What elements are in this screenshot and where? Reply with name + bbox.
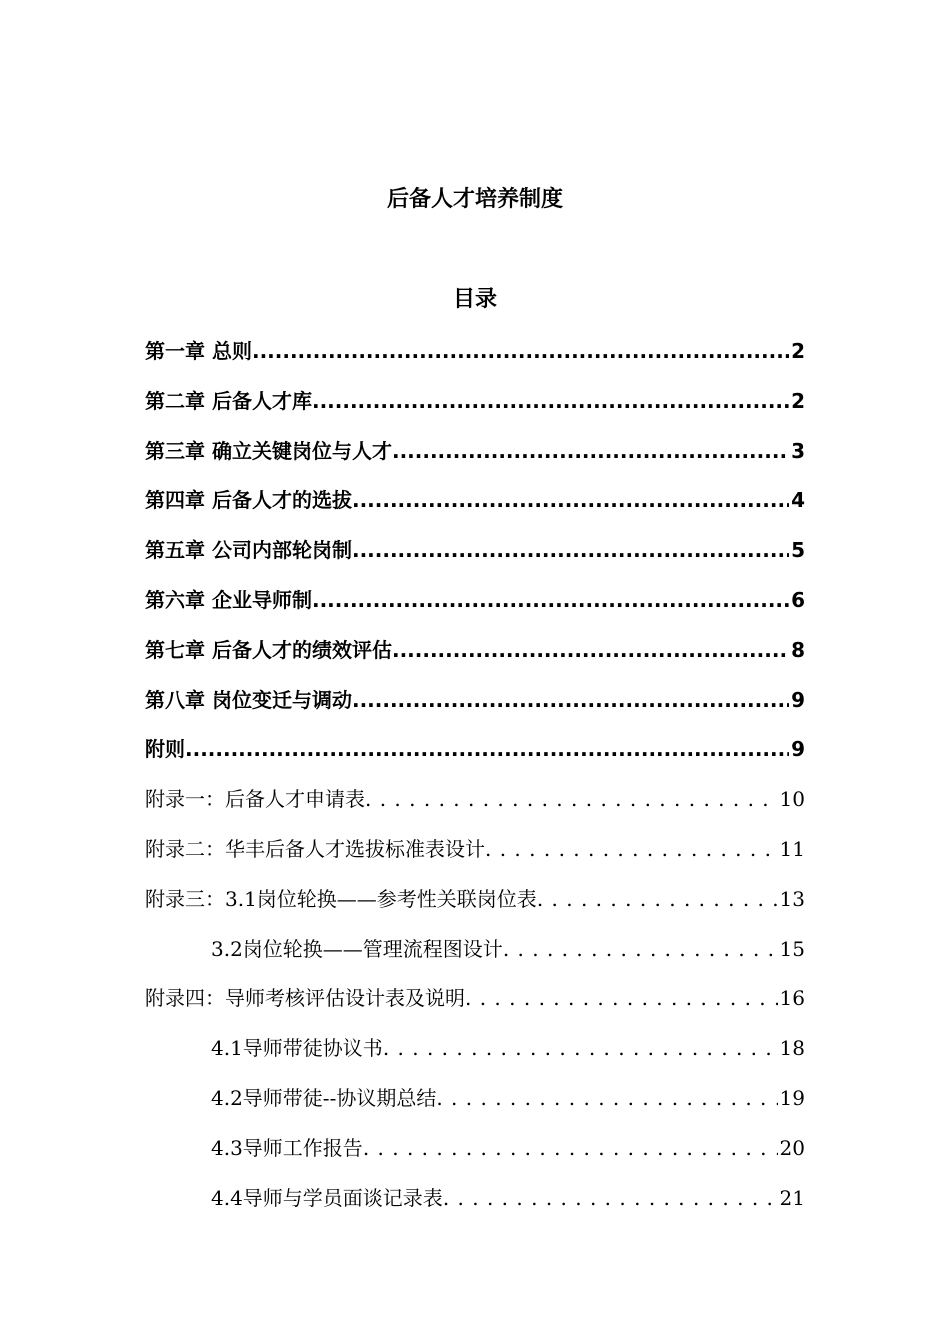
toc-entry-label: 第八章 岗位变迁与调动: [145, 687, 352, 712]
toc-entry[interactable]: [145, 327, 805, 377]
toc-entry-page-number: 2: [791, 339, 805, 363]
toc-entry-page-number: 20: [779, 1135, 805, 1160]
toc-dot-leader: [312, 576, 789, 626]
toc-dot-leader: [485, 825, 778, 875]
toc-dot-leader: [383, 1024, 778, 1074]
toc-dot-leader: [312, 377, 789, 427]
table-of-contents: [145, 327, 805, 1223]
toc-entry[interactable]: [145, 626, 805, 676]
toc-entry-label: 第三章 确立关键岗位与人才: [145, 438, 392, 463]
toc-entry[interactable]: [145, 725, 805, 775]
toc-entry[interactable]: [145, 476, 805, 526]
toc-entry[interactable]: [145, 974, 805, 1024]
toc-entry-label: 4.4导师与学员面谈记录表: [211, 1185, 443, 1210]
toc-entry-page-number: 8: [791, 637, 805, 662]
document-title: 后备人才培养制度: [386, 187, 563, 212]
toc-dot-leader: [537, 875, 778, 925]
toc-dot-leader: [443, 1174, 778, 1224]
toc-entry-page-number: 9: [791, 737, 805, 762]
toc-entry-page-number: 9: [791, 687, 805, 712]
toc-dot-leader: [352, 676, 789, 726]
toc-dot-leader: [185, 725, 789, 775]
toc-entry-page-number: 4: [791, 488, 805, 513]
toc-entry-label: 4.2导师带徒--协议期总结: [211, 1085, 437, 1110]
toc-entry[interactable]: [145, 875, 805, 925]
toc-dot-leader: [365, 775, 778, 825]
toc-entry-page-number: 19: [779, 1085, 805, 1110]
toc-dot-leader: [363, 1124, 778, 1174]
toc-entry-page-number: 11: [779, 836, 805, 861]
toc-entry[interactable]: [145, 1124, 805, 1174]
toc-entry-page-number: 15: [779, 936, 805, 961]
toc-entry-label: 4.3导师工作报告: [211, 1135, 363, 1160]
toc-entry-page-number: 21: [779, 1185, 805, 1210]
toc-entry-page-number: 5: [791, 538, 805, 563]
toc-entry-label: 附录一：后备人才申请表: [145, 787, 365, 812]
toc-entry[interactable]: [145, 576, 805, 626]
toc-entry[interactable]: [145, 1074, 805, 1124]
toc-entry[interactable]: [145, 925, 805, 975]
toc-dot-leader: [503, 925, 778, 975]
toc-entry-page-number: 6: [791, 587, 805, 612]
toc-entry-page-number: 10: [779, 787, 805, 812]
toc-entry-label: 第二章 后备人才库: [145, 388, 312, 413]
toc-entry-label: 附录二：华丰后备人才选拔标准表设计: [145, 836, 485, 861]
toc-entry-label: 附录四：导师考核评估设计表及说明: [145, 986, 465, 1011]
toc-dot-leader: [465, 974, 778, 1024]
toc-entry-label: 第五章 公司内部轮岗制: [145, 538, 352, 563]
toc-entry[interactable]: [145, 526, 805, 576]
toc-entry-label: 第四章 后备人才的选拔: [145, 488, 352, 513]
toc-dot-leader: [252, 327, 789, 377]
toc-entry-label: 附录三：3.1岗位轮换——参考性关联岗位表: [145, 886, 537, 911]
toc-entry[interactable]: [145, 775, 805, 825]
toc-entry-label: 4.1导师带徒协议书: [211, 1036, 383, 1061]
toc-entry[interactable]: [145, 1174, 805, 1224]
toc-dot-leader: [436, 1074, 777, 1124]
toc-entry[interactable]: [145, 377, 805, 427]
toc-entry-label: 3.2岗位轮换——管理流程图设计: [211, 936, 503, 961]
toc-dot-leader: [352, 526, 789, 576]
toc-entry-label: 附则: [145, 737, 185, 762]
toc-dot-leader: [352, 476, 789, 526]
toc-entry-page-number: 2: [791, 388, 805, 413]
toc-entry-page-number: 16: [779, 986, 805, 1011]
toc-heading: 目录: [452, 287, 497, 312]
toc-entry[interactable]: [145, 1024, 805, 1074]
toc-entry-page-number: 13: [779, 886, 805, 911]
toc-dot-leader: [392, 427, 789, 477]
toc-entry[interactable]: [145, 676, 805, 726]
toc-entry[interactable]: [145, 825, 805, 875]
toc-entry-page-number: 18: [779, 1036, 805, 1061]
toc-dot-leader: [392, 626, 789, 676]
toc-entry-page-number: 3: [791, 438, 805, 463]
toc-entry-label: 第六章 企业导师制: [145, 587, 312, 612]
toc-entry[interactable]: [145, 427, 805, 477]
toc-entry-label: 第七章 后备人才的绩效评估: [145, 637, 392, 662]
toc-entry-label: 第一章 总则: [145, 339, 252, 363]
